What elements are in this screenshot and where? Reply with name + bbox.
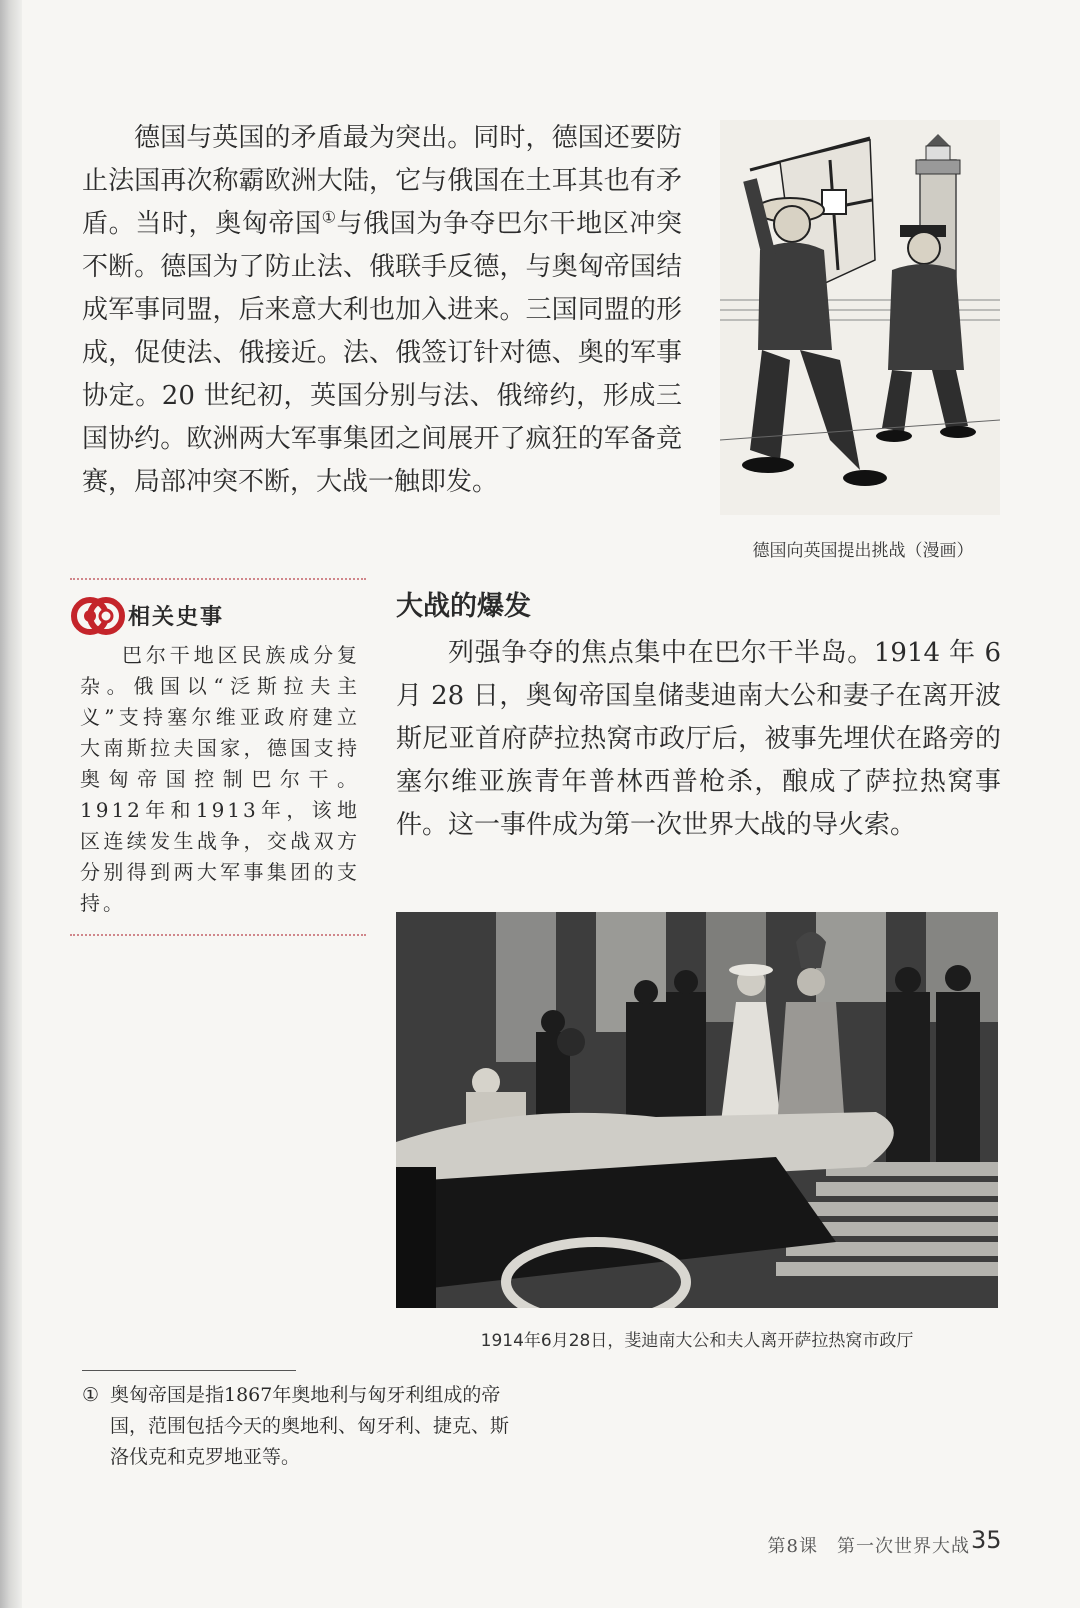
photo-caption: 1914年6月28日，斐迪南大公和夫人离开萨拉热窝市政厅 bbox=[480, 1331, 914, 1351]
cartoon-caption: 德国向英国提出挑战（漫画） bbox=[752, 541, 974, 561]
outbreak-paragraph: 列强争夺的焦点集中在巴尔干半岛。1914 年 6 月 28 日，奥匈帝国皇储斐迪南大公和妻子在离开波斯尼亚首府萨拉热窝市政厅后，被事先埋伏在路旁的塞尔维亚族青年普林西普枪杀，酿成了萨拉热窝事件。这一事件成为第一次世界大战的导火索。 bbox=[396, 638, 1001, 840]
sidebar-bottom-rule bbox=[70, 934, 366, 936]
page-number: 35 bbox=[971, 1526, 1002, 1554]
running-head: 第8课 第一次世界大战 bbox=[767, 1536, 970, 1557]
sidebar-title: 相关史事 bbox=[128, 605, 225, 630]
section-heading: 大战的爆发 bbox=[396, 591, 531, 622]
footnote bbox=[82, 1380, 522, 1473]
page-spine-shadow bbox=[0, 0, 22, 1608]
sidebar-text: 巴尔干地区民族成分复杂。俄国以“泛斯拉夫主义”支持塞尔维亚政府建立大南斯拉夫国家，德国支持奥匈帝国控制巴尔干。1912年和1913年，该地区连续发生战争，交战双方分别得到两大军事集团的支持。 bbox=[80, 643, 360, 915]
footnote-rule bbox=[82, 1370, 296, 1371]
footnote-text: 奥匈帝国是指1867年奥地利与匈牙利组成的帝国，范围包括今天的奥地利、匈牙利、捷克、斯洛伐克和克罗地亚等。 bbox=[110, 1384, 510, 1468]
sarajevo-photo bbox=[396, 912, 998, 1308]
footnote-marker: ① bbox=[82, 1384, 100, 1406]
sidebar-top-rule bbox=[70, 578, 366, 580]
footnote-ref[interactable]: ① bbox=[321, 207, 337, 227]
cartoon-illustration bbox=[720, 120, 1000, 515]
related-history-icon bbox=[70, 588, 126, 644]
intro-paragraph: 德国与英国的矛盾最为突出。同时，德国还要防止法国再次称霸欧洲大陆，它与俄国在土耳其也有矛盾。当时，奥匈帝国①与俄国为争夺巴尔干地区冲突不断。德国为了防止法、俄联手反德，与奥匈帝国结成军事同盟，后来意大利也加入进来。三国同盟的形成，促使法、俄接近。法、俄签订针对德、奥的军事协定。20 世纪初，英国分别与法、俄缔约，形成三国协约。欧洲两大军事集团之间展开了疯狂的军备竞赛，局部冲突不断，大战一触即发。 bbox=[82, 123, 682, 497]
related-history-box bbox=[70, 578, 366, 940]
